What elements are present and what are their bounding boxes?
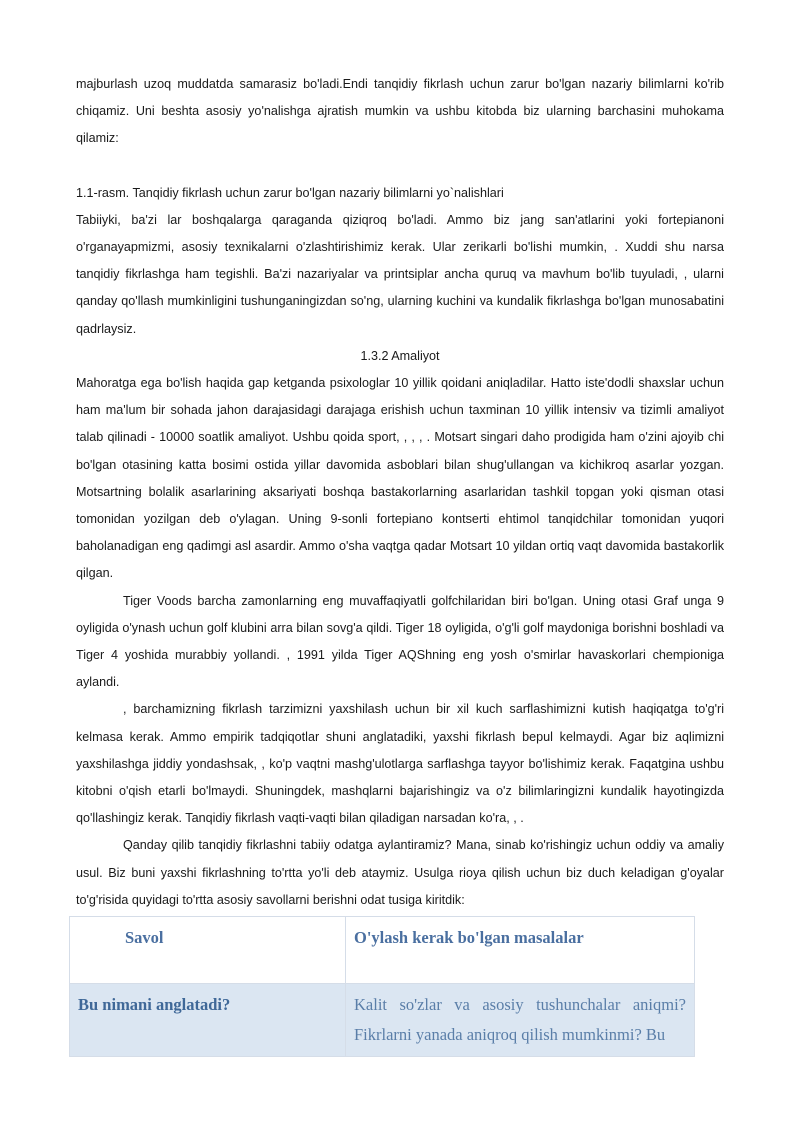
body-paragraph: Qanday qilib tanqidiy fikrlashni tabiiy odatga aylantiramiz? Mana, sinab ko'rishingiz uchun oddiy va amaliy usul. Biz buni yaxshi fikrlashning to'rtta yo'li deb ataymiz. Usulga rioya qilish uchun biz duch keladigan g'oyalar to'g'risida quyidagi to'rtta asosiy savollarni berishni odat tusiga kiritdik: — [76, 838, 724, 907]
body-paragraph: Tiger Voods barcha zamonlarning eng muvaffaqiyatli golfchilaridan biri bo'lgan. Uning otasi Graf unga 9 oyligida o'ynash uchun golf klubini arra bilan sovg'a qildi. Tiger 18 oyligida, o'g'li golf maydoniga borishni boshladi va Tiger 4 yoshida murabbiy yollandi. , 1991 yilda Tiger AQShning eng yosh o'smirlar havaskorlari chempioniga aylandi. — [76, 593, 724, 690]
body-paragraph: majburlash uzoq muddatda samarasiz bo'ladi.Endi tanqidiy fikrlash uchun zarur bo'lgan nazariy bilimlarni ko'rib chiqamiz. Uni beshta asosiy yo'nalishga ajratish mumkin va ushbu kitobda biz ularning barchasini muhokama qilamiz: — [76, 77, 724, 146]
table-header-issues: O'ylash kerak bo'lgan masalalar — [346, 917, 695, 984]
table-cell-question: Bu nimani anglatadi? — [70, 984, 346, 1057]
table-cell-issues: Kalit so'zlar va asosiy tushunchalar aniqmi? Fikrlarni yanada aniqroq qilish mumkinmi? Bu — [346, 984, 695, 1057]
table-header-row — [70, 917, 695, 984]
questions-table — [69, 916, 695, 1057]
body-paragraph: Tabiiyki, ba'zi lar boshqalarga qaraganda qiziqroq bo'ladi. Ammo biz jang san'atlarini yoki fortepianoni o'rganayapmizmi, asosiy texnikalarni o'zlashtirishimiz kerak. Ular zerikarli bo'lishi mumkin, . Xuddi shu narsa tanqidiy fikrlashga ham tegishli. Ba'zi nazariyalar va printsiplar ancha quruq va mavhum bo'lib tuyuladi, , ularni qanday qo'llash mumkinligini tushunganingizdan so'ng, ularning kuchini va kundalik fikrlashga bo'lgan munosabatini qadrlaysiz. — [76, 212, 724, 336]
table-row — [70, 984, 695, 1057]
table-header-question: Savol — [70, 917, 346, 984]
figure-caption: 1.1-rasm. Tanqidiy fikrlash uchun zarur bo'lgan nazariy bilimlarni yo`nalishlari — [76, 185, 504, 200]
figure-placeholder — [76, 153, 724, 180]
body-paragraph: , barchamizning fikrlash tarzimizni yaxshilash uchun bir xil kuch sarflashimizni kutish haqiqatga to'g'ri kelmasa kerak. Ammo empirik tadqiqotlar shuni anglatadiki, yaxshi fikrlash bepul kelmaydi. Agar biz aqlimizni yaxshilashga jiddiy yondashsak, , ko'p vaqtni mashg'ulotlarga sarflashga tayyor bo'lishimiz kerak. Faqatgina ushbu kitobni o'qish etarli bo'lmaydi. Shuningdek, mashqlarni bajarishingiz va o'z bilimlaringizni kundalik hayotingizda qo'llashingiz kerak. Tanqidiy fikrlash vaqti-vaqti bilan qiladigan narsadan ko'ra, , . — [76, 702, 724, 826]
section-heading: 1.3.2 Amaliyot — [360, 348, 440, 363]
body-paragraph: Mahoratga ega bo'lish haqida gap ketganda psixologlar 10 yillik qoidani aniqladilar. Hatto iste'dodli shaxslar uchun ham ma'lum bir sohada jahon darajasidagi darajaga erishish uchun taxminan 10 yillik intensiv va tizimli amaliyot talab qilinadi - 10000 soatlik amaliyot. Ushbu qoida sport, , , , . Motsart singari daho prodigida ham o'zini ajoyib chi bo'lgan otasining katta bosimi ostida yillar davomida asboblari bilan shug'ullangan va kichikroq asarlar yozgan. Motsartning bolalik asarlarining aksariyati boshqa bastakorlarning asarlaridan tashkil topgan yoki qisman otasi tomonidan yozilgan deb o'ylagan. Uning 9-sonli fortepiano kontserti ehtimol tanqidchilar tomonidan yuqori baholanadigan eng qadimgi asl asardir. Ammo o'sha vaqtga qadar Motsart 10 yildan ortiq vaqt davomida bastakorlik qilgan. — [76, 376, 724, 581]
